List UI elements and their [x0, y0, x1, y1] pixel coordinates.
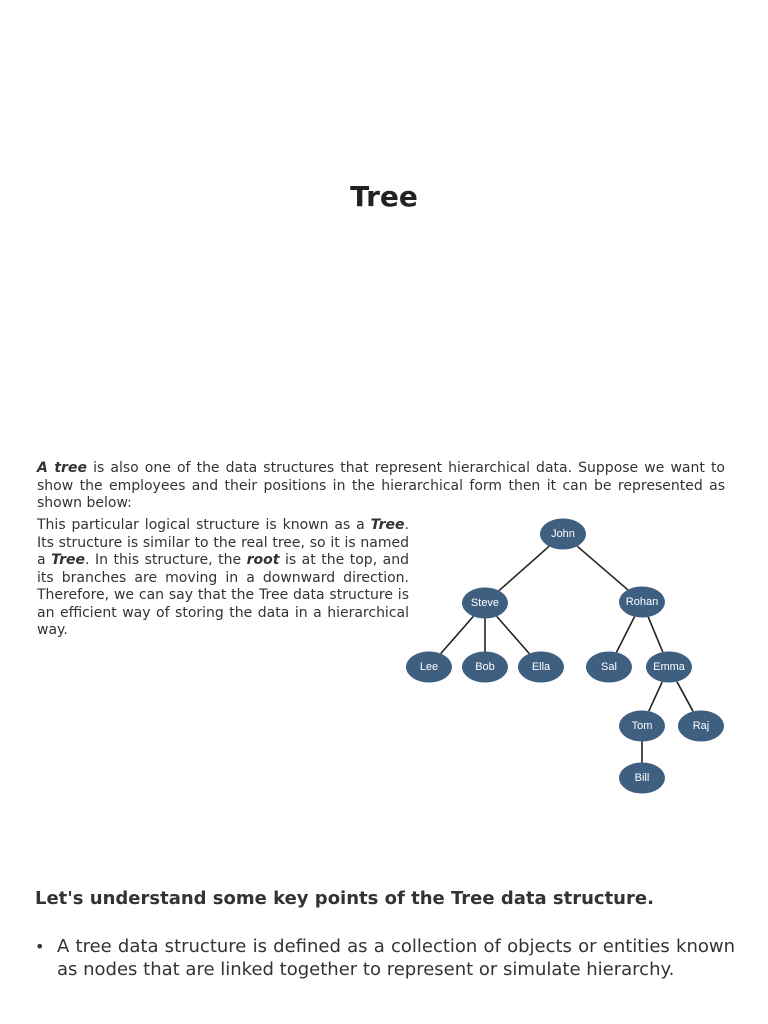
- employee-tree-diagram: [400, 512, 740, 802]
- tree-node-tom: [619, 711, 665, 742]
- tree-node-sal: [586, 652, 632, 683]
- description-part-1: This particular logical structure is known as a: [37, 517, 371, 533]
- description-term-tree-1: Tree: [370, 517, 405, 533]
- tree-node-label-emma: Emma: [653, 661, 685, 673]
- tree-edge-john-steve: [499, 546, 549, 590]
- tree-node-label-rohan: Rohan: [625, 596, 659, 608]
- tree-description-paragraph: [37, 517, 409, 640]
- tree-edge-rohan-sal: [616, 617, 634, 653]
- key-points-heading: Let's understand some key points of the Tree data structure.: [35, 888, 654, 909]
- list-item: [35, 935, 735, 981]
- tree-edge-emma-raj: [677, 682, 693, 712]
- tree-node-label-bill: Bill: [634, 772, 650, 784]
- tree-node-raj: [678, 711, 724, 742]
- tree-node-label-sal: Sal: [601, 661, 617, 673]
- tree-node-bob: [462, 652, 508, 683]
- description-part-3: . In this structure, the: [85, 552, 247, 568]
- tree-node-label-ella: Ella: [531, 661, 551, 673]
- description-term-tree-2: Tree: [51, 552, 86, 568]
- page-title: Tree: [350, 180, 418, 213]
- description-part-4: is at the top, and its branches are moving in a downward direction. Therefore, we can say that the Tree data structure is an efficient way of storing the data in a hierarchical way.: [37, 552, 410, 638]
- tree-node-label-john: John: [551, 528, 575, 540]
- list-item-text: A tree data structure is defined as a collection of objects or entities known as nodes that are linked together to represent or simulate hierarchy.: [57, 936, 735, 980]
- tree-node-emma: [646, 652, 692, 683]
- tree-edge-john-rohan: [577, 546, 628, 590]
- tree-node-lee: [406, 652, 452, 683]
- bullet-icon: •: [35, 937, 45, 956]
- tree-node-ella: [518, 652, 564, 683]
- tree-node-steve: [462, 588, 508, 619]
- tree-node-label-bob: Bob: [475, 661, 495, 673]
- tree-edge-rohan-emma: [648, 617, 663, 652]
- tree-edge-steve-ella: [497, 616, 530, 653]
- intro-paragraph: [37, 460, 725, 513]
- intro-text: is also one of the data structures that represent hierarchical data. Suppose we want to show the employees and their positions in the hierarchical form then it can be represented as shown below:: [37, 460, 725, 511]
- tree-node-label-tom: Tom: [631, 720, 653, 732]
- intro-lead-term: A tree: [37, 460, 87, 476]
- tree-node-bill: [619, 763, 665, 794]
- tree-edge-emma-tom: [649, 682, 662, 711]
- tree-node-john: [540, 519, 586, 550]
- tree-node-rohan: [619, 587, 665, 618]
- tree-node-label-lee: Lee: [419, 661, 439, 673]
- description-part-2: . Its structure is similar to the real tree, so it is named a: [37, 517, 409, 568]
- tree-edge-steve-lee: [441, 616, 474, 653]
- description-term-root: root: [246, 552, 280, 568]
- tree-node-label-raj: Raj: [692, 720, 710, 732]
- tree-node-label-steve: Steve: [470, 597, 500, 609]
- key-points-list: [35, 935, 735, 981]
